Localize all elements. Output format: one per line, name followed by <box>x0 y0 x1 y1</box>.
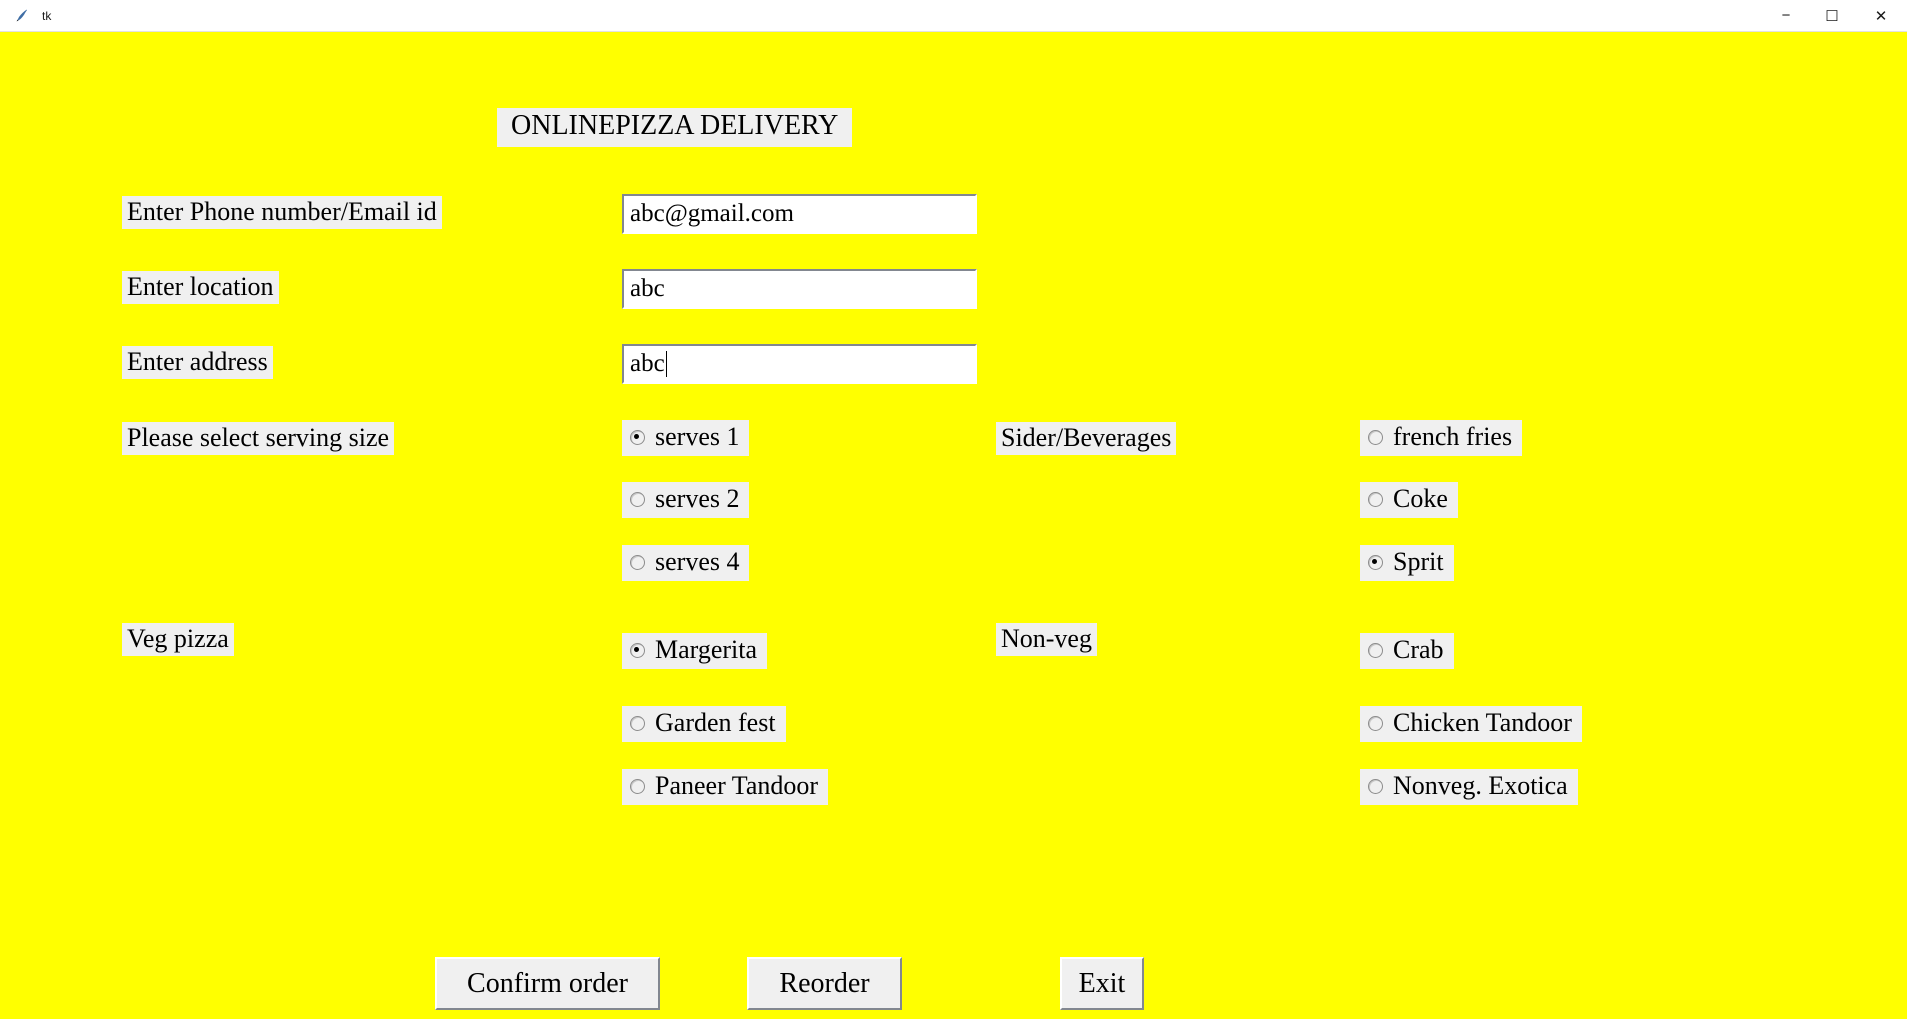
radio-label: french fries <box>1393 422 1513 451</box>
radio-label: Coke <box>1393 484 1448 513</box>
radio-indicator-icon <box>630 716 645 731</box>
address-input[interactable] <box>622 344 977 384</box>
radio-margerita[interactable] <box>622 633 767 669</box>
close-button[interactable]: ✕ <box>1874 7 1888 25</box>
radio-serves-1[interactable] <box>622 420 749 456</box>
phone-email-input[interactable] <box>622 194 977 234</box>
address-value: abc <box>630 350 665 377</box>
location-input[interactable] <box>622 269 977 309</box>
radio-sprit[interactable] <box>1360 545 1454 581</box>
radio-indicator-icon <box>1368 430 1383 445</box>
phone-email-value: abc@gmail.com <box>630 200 794 227</box>
page-title: ONLINEPIZZA DELIVERY <box>497 108 852 147</box>
radio-nonveg-exotica[interactable] <box>1360 769 1578 805</box>
location-value: abc <box>630 275 665 302</box>
label-serving-size: Please select serving size <box>122 422 394 455</box>
confirm-order-button[interactable]: Confirm order <box>435 957 660 1010</box>
radio-indicator-icon <box>630 555 645 570</box>
radio-crab[interactable] <box>1360 633 1454 669</box>
radio-label: Garden fest <box>655 708 776 737</box>
radio-label: Paneer Tandoor <box>655 771 819 800</box>
radio-paneer-tandoor[interactable] <box>622 769 828 805</box>
label-address: Enter address <box>122 346 273 379</box>
maximize-button[interactable]: ☐ <box>1825 7 1839 25</box>
text-caret <box>666 351 667 377</box>
label-sides-beverages: Sider/Beverages <box>996 422 1176 455</box>
window-title: tk <box>42 8 52 23</box>
reorder-button[interactable]: Reorder <box>747 957 902 1010</box>
radio-label: serves 2 <box>655 484 740 513</box>
python-feather-icon <box>6 0 38 32</box>
radio-indicator-icon <box>630 779 645 794</box>
radio-label: Chicken Tandoor <box>1393 708 1572 737</box>
radio-indicator-icon <box>1368 779 1383 794</box>
radio-label: Crab <box>1393 635 1444 664</box>
radio-chicken-tandoor[interactable] <box>1360 706 1582 742</box>
radio-label: serves 1 <box>655 422 740 451</box>
radio-label: serves 4 <box>655 547 740 576</box>
radio-indicator-icon <box>1368 492 1383 507</box>
exit-button[interactable]: Exit <box>1060 957 1144 1010</box>
window-titlebar <box>0 0 1907 32</box>
radio-indicator-icon <box>1368 643 1383 658</box>
label-non-veg: Non-veg <box>996 623 1097 656</box>
radio-label: Margerita <box>655 635 758 664</box>
radio-indicator-icon <box>630 492 645 507</box>
radio-garden-fest[interactable] <box>622 706 786 742</box>
radio-serves-2[interactable] <box>622 482 749 518</box>
radio-french-fries[interactable] <box>1360 420 1522 456</box>
radio-coke[interactable] <box>1360 482 1458 518</box>
label-phone-email: Enter Phone number/Email id <box>122 196 442 229</box>
radio-indicator-icon <box>1368 555 1383 570</box>
label-location: Enter location <box>122 271 279 304</box>
radio-label: Sprit <box>1393 547 1444 576</box>
minimize-button[interactable]: − <box>1781 7 1791 24</box>
label-veg-pizza: Veg pizza <box>122 623 234 656</box>
radio-indicator-icon <box>630 430 645 445</box>
radio-serves-4[interactable] <box>622 545 749 581</box>
radio-label: Nonveg. Exotica <box>1393 771 1568 800</box>
radio-indicator-icon <box>630 643 645 658</box>
app-canvas <box>0 32 1907 1019</box>
radio-indicator-icon <box>1368 716 1383 731</box>
